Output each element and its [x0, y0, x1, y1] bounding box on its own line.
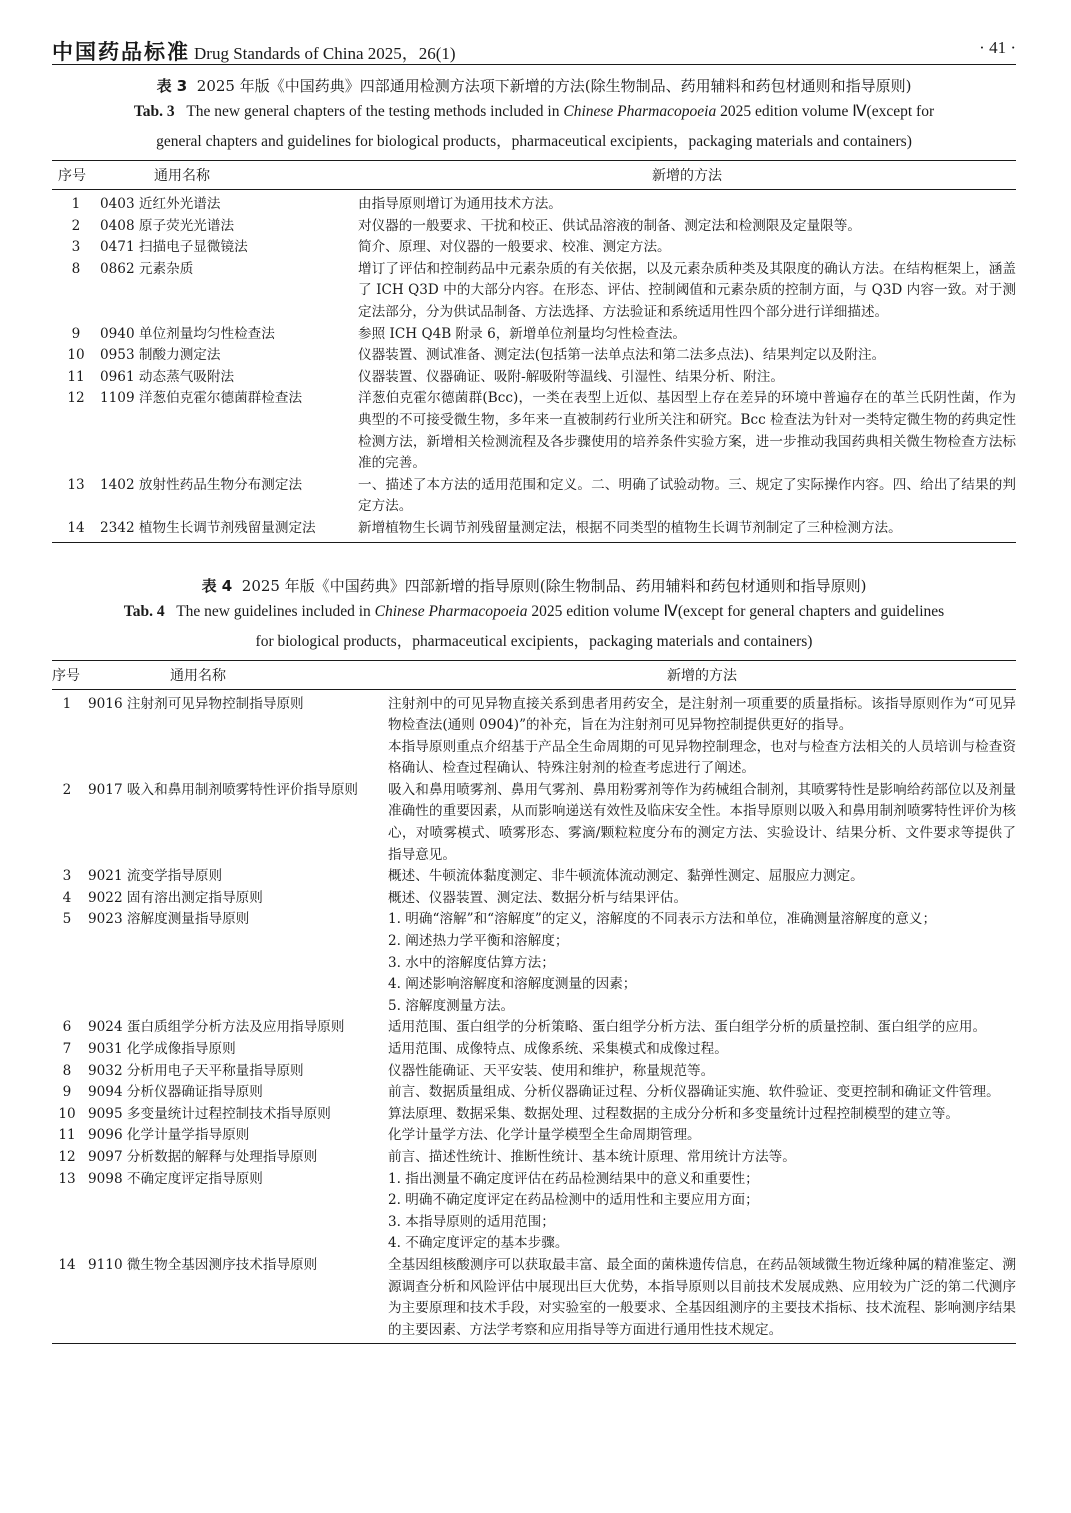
method-line: 3. 本指导原则的适用范围； [388, 1213, 555, 1230]
row-no: 13 [67, 476, 85, 493]
row-method [388, 780, 1016, 866]
row-no: 3 [62, 868, 72, 885]
row-no: 2 [71, 217, 81, 234]
row-name: 0471 扫描电子显微镜法 [100, 239, 248, 256]
table-row [52, 1104, 1016, 1126]
row-method: 仪器装置、测试准备、测定法(包括第一法单点法和第二法多点法)、结果判定以及附注。 [358, 347, 886, 364]
row-no: 11 [67, 368, 85, 385]
table4-col-method: 新增的方法 [388, 660, 1016, 689]
row-method [388, 866, 1016, 888]
journal-title-cn: 中国药品标准 [52, 40, 190, 64]
row-method: 对仪器的一般要求、干扰和校正、供试品溶液的制备、测定法和检测限及定量限等。 [358, 217, 861, 234]
row-method: 增订了评估和控制药品中元素杂质的有关依据，以及元素杂质种类及其限度的确认方法。在结构框架上，涵盖了 ICH Q3D 中的大部分内容。在形态、评估、控制阈值和元素杂质的控制方面，与 Q3D 内容一致。对于测定法部分，分为供试品制备、方法选择、方法验证和系统适用性四个部分进行详细描述。 [358, 260, 1016, 320]
row-no: 9 [62, 1084, 72, 1101]
row-name: 0862 元素杂质 [100, 260, 194, 277]
row-method [388, 1082, 1016, 1104]
row-method: 由指导原则增订为通用技术方法。 [358, 196, 562, 212]
row-method [388, 1125, 1016, 1147]
table-row [52, 518, 1016, 542]
row-no: 10 [67, 347, 85, 364]
method-line: 3. 水中的溶解度估算方法； [388, 954, 555, 971]
table3-title-cn: 2025 年版《中国药典》四部通用检测方法项下新增的方法(除生物制品、药用辅料和药包材通则和指导原则) [196, 77, 912, 95]
table-row [52, 259, 1016, 324]
table3-header-row [52, 161, 1016, 190]
table4 [52, 660, 1016, 1345]
row-no: 2 [62, 781, 72, 798]
table-row [52, 1017, 1016, 1039]
row-method [388, 1255, 1016, 1344]
method-line: 5. 溶解度测量方法。 [388, 997, 515, 1014]
row-method: 一、描述了本方法的适用范围和定义。二、明确了试验动物。三、规定了实际操作内容。四、给出了结果的判定方法。 [358, 476, 1016, 515]
running-header [52, 34, 1016, 65]
method-line: 适用范围、蛋白组学的分析策略、蛋白组学分析方法、蛋白组学分析的质量控制、蛋白组学的应用。 [388, 1019, 987, 1036]
table-row [52, 237, 1016, 259]
table3-label-cn: 表 3 [156, 77, 188, 95]
row-no: 1 [71, 196, 81, 212]
table-row [52, 345, 1016, 367]
row-method [388, 689, 1016, 780]
method-line: 前言、数据质量组成、分析仪器确证过程、分析仪器确证实施、软件验证、变更控制和确证文件管理。 [388, 1084, 1000, 1101]
table-row [52, 888, 1016, 910]
journal-title-en: Drug Standards of China 2025，26(1) [194, 44, 456, 63]
table-row [52, 1061, 1016, 1083]
method-line: 4. 阐述影响溶解度和溶解度测量的因素； [388, 976, 637, 993]
row-method [388, 1017, 1016, 1039]
table4-col-no: 序号 [52, 660, 82, 689]
table3-col-name: 通用名称 [100, 161, 358, 190]
row-method [388, 1169, 1016, 1255]
row-no: 11 [58, 1127, 76, 1144]
row-name: 9094 分析仪器确证指导原则 [88, 1084, 263, 1101]
method-line: 全基因组核酸测序可以获取最丰富、最全面的菌株遗传信息，在药品领域微生物近缘种属的精准鉴定、溯源调查分析和风险评估中展现出巨大优势，本指导原则以目前技术发展成熟、应用较为广泛的第二代测序为主要原理和技术手段，对实验室的一般要求、全基因组测序的主要技术指标、技术流程、影响测序结果的主要因素、方法学考察和应用指导等方面进行通用性技术规定。 [388, 1256, 1016, 1338]
table-row [52, 324, 1016, 346]
row-method [388, 1039, 1016, 1061]
row-no: 1 [62, 695, 72, 712]
method-line: 化学计量学方法、化学计量学模型全生命周期管理。 [388, 1127, 701, 1144]
row-no: 6 [62, 1019, 72, 1036]
table-row [52, 1125, 1016, 1147]
method-line: 1. 指出测量不确定度评估在药品检测结果中的意义和重要性； [388, 1170, 759, 1187]
table-row [52, 216, 1016, 238]
row-method [388, 1104, 1016, 1126]
method-line: 前言、描述性统计、推断性统计、基本统计原理、常用统计方法等。 [388, 1148, 796, 1165]
row-name: 9024 蛋白质组学分析方法及应用指导原则 [88, 1019, 345, 1036]
table3-col-no: 序号 [52, 161, 100, 190]
table-row [52, 1147, 1016, 1169]
table4-header-row [52, 660, 1016, 689]
table3-title-en-line2: general chapters and guidelines for biological products，pharmaceutical excipients，packaging materials and containers) [156, 133, 912, 150]
table-row [52, 475, 1016, 518]
row-name: 9031 化学成像指导原则 [88, 1041, 236, 1057]
row-name: 9023 溶解度测量指导原则 [88, 911, 250, 928]
table4-title-en-italic: Chinese Pharmacopoeia [374, 602, 528, 620]
table-row [52, 1039, 1016, 1061]
table-row [52, 190, 1016, 216]
row-no: 8 [62, 1062, 72, 1079]
row-name: 0403 近红外光谱法 [100, 196, 221, 212]
journal-title [52, 36, 456, 66]
table3-label-en: Tab. 3 [133, 103, 175, 120]
table4-label-en: Tab. 4 [123, 602, 165, 620]
row-no: 5 [62, 911, 72, 928]
row-name: 9095 多变量统计过程控制技术指导原则 [88, 1105, 331, 1122]
table4-body [52, 689, 1016, 1344]
table4-title-en-line2: for biological products，pharmaceutical excipients，packaging materials and containers) [255, 632, 813, 650]
table4-title-en-pre: The new guidelines included in [176, 602, 375, 620]
table4-caption-en [52, 597, 1016, 657]
row-method: 简介、原理、对仪器的一般要求、校准、测定方法。 [358, 239, 671, 256]
table3-caption-cn [52, 75, 1016, 97]
table3-title-en-pre: The new general chapters of the testing methods included in [186, 103, 564, 120]
row-no: 14 [67, 519, 85, 536]
method-line: 注射剂中的可见异物直接关系到患者用药安全，是注射剂一项重要的质量指标。该指导原则作为“可见异物检查法(通则 0904)”的补充，旨在为注射剂可见异物控制提供更好的指导。 [388, 695, 1016, 734]
table-row [52, 866, 1016, 888]
method-line: 算法原理、数据采集、数据处理、过程数据的主成分分析和多变量统计过程控制模型的建立等。 [388, 1105, 959, 1122]
row-name: 9096 化学计量学指导原则 [88, 1127, 250, 1144]
row-name: 0940 单位剂量均匀性检查法 [100, 325, 275, 342]
row-method: 仪器装置、仪器确证、吸附-解吸附等温线、引湿性、结果分析、附注。 [358, 368, 784, 385]
table-row [52, 1255, 1016, 1344]
method-line: 适用范围、成像特点、成像系统、采集模式和成像过程。 [388, 1041, 728, 1057]
row-name: 2342 植物生长调节剂残留量测定法 [100, 519, 316, 536]
row-no: 3 [71, 239, 81, 256]
table4-col-name: 通用名称 [82, 660, 388, 689]
method-line: 吸入和鼻用喷雾剂、鼻用气雾剂、鼻用粉雾剂等作为药械组合制剂，其喷雾特性是影响给药部位以及剂量准确性的重要因素，从而影响递送有效性及临床安全性。本指导原则以吸入和鼻用制剂喷雾特性评价为核心，对喷雾模式、喷雾形态、雾滴/颗粒粒度分布的测定方法、实验设计、结果分析、文件要求等提供了指导意见。 [388, 781, 1016, 863]
table4-label-cn: 表 4 [201, 576, 233, 595]
table-row [52, 1169, 1016, 1255]
page [52, 34, 1016, 1344]
row-name: 9021 流变学指导原则 [88, 868, 223, 885]
table-row [52, 1082, 1016, 1104]
row-method [388, 1147, 1016, 1169]
table3-col-method: 新增的方法 [358, 161, 1016, 190]
table-row [52, 909, 1016, 1017]
method-line: 概述、仪器装置、测定法、数据分析与结果评估。 [388, 889, 688, 906]
row-name: 0953 制酸力测定法 [100, 347, 221, 364]
row-no: 12 [67, 390, 85, 407]
table3-caption-en [52, 97, 1016, 157]
row-name: 9017 吸入和鼻用制剂喷雾特性评价指导原则 [88, 781, 359, 798]
row-no: 10 [58, 1105, 76, 1122]
row-name: 1109 洋葱伯克霍尔德菌群检查法 [100, 390, 303, 407]
method-line: 1. 明确“溶解”和“溶解度”的定义，溶解度的不同表示方法和单位，准确测量溶解度的意义； [388, 911, 937, 928]
method-line: 2. 明确不确定度评定在药品检测中的适用性和主要应用方面； [388, 1192, 759, 1209]
row-method [388, 888, 1016, 910]
row-method: 洋葱伯克霍尔德菌群(Bcc)，一类在表型上近似、基因型上存在差异的环境中普遍存在的革兰氏阴性菌，作为典型的不可接受微生物，多年来一直被制药行业所关注和研究。Bcc 检查法为针对一类特定微生物的药典定性检测方法，新增相关检测流程及各步骤使用的培养条件实验方案，进一步推动我国药典相关微生物检查方法标准的完善。 [358, 390, 1016, 472]
table-row [52, 689, 1016, 780]
table3-title-en-italic: Chinese Pharmacopoeia [563, 103, 717, 120]
row-method: 新增植物生长调节剂残留量测定法，根据不同类型的植物生长调节剂制定了三种检测方法。 [358, 519, 902, 536]
method-line: 4. 不确定度评定的基本步骤。 [388, 1235, 569, 1252]
table-row [52, 388, 1016, 474]
table3-title-en-post: 2025 edition volume Ⅳ(except for [716, 103, 935, 120]
table3 [52, 160, 1016, 543]
row-no: 9 [71, 325, 81, 342]
method-line: 本指导原则重点介绍基于产品全生命周期的可见异物控制理念，也对与检查方法相关的人员培训与检查资格确认、检查过程确认、特殊注射剂的检查考虑进行了阐述。 [388, 738, 1016, 777]
row-no: 7 [62, 1041, 72, 1057]
row-name: 9022 固有溶出测定指导原则 [88, 889, 263, 906]
row-no: 13 [58, 1170, 76, 1187]
method-line: 2. 阐述热力学平衡和溶解度； [388, 933, 569, 950]
row-no: 12 [58, 1148, 76, 1165]
row-no: 14 [58, 1256, 76, 1273]
table-row [52, 367, 1016, 389]
method-line: 仪器性能确证、天平安装、使用和维护，称量规范等。 [388, 1062, 715, 1079]
table4-caption-cn [52, 575, 1016, 597]
row-name: 0961 动态蒸气吸附法 [100, 368, 235, 385]
row-no: 8 [71, 260, 81, 277]
row-method [388, 1061, 1016, 1083]
row-name: 9098 不确定度评定指导原则 [88, 1170, 263, 1187]
row-name: 9032 分析用电子天平称量指导原则 [88, 1062, 304, 1079]
row-name: 9110 微生物全基因测序技术指导原则 [88, 1256, 318, 1273]
table4-title-en-post: 2025 edition volume Ⅳ(except for general chapters and guidelines [527, 602, 945, 620]
page-number: · 41 · [979, 38, 1016, 57]
row-name: 1402 放射性药品生物分布测定法 [100, 476, 303, 493]
row-name: 9016 注射剂可见异物控制指导原则 [88, 695, 304, 712]
table-row [52, 780, 1016, 866]
row-method: 参照 ICH Q4B 附录 6，新增单位剂量均匀性检查法。 [358, 325, 687, 342]
table4-title-cn: 2025 年版《中国药典》四部新增的指导原则(除生物制品、药用辅料和药包材通则和指导原则) [241, 576, 867, 595]
method-line: 概述、牛顿流体黏度测定、非牛顿流体流动测定、黏弹性测定、屈服应力测定。 [388, 868, 864, 885]
row-no: 4 [62, 889, 72, 906]
row-method [388, 909, 1016, 1017]
row-name: 0408 原子荧光光谱法 [100, 217, 235, 234]
row-name: 9097 分析数据的解释与处理指导原则 [88, 1148, 318, 1165]
